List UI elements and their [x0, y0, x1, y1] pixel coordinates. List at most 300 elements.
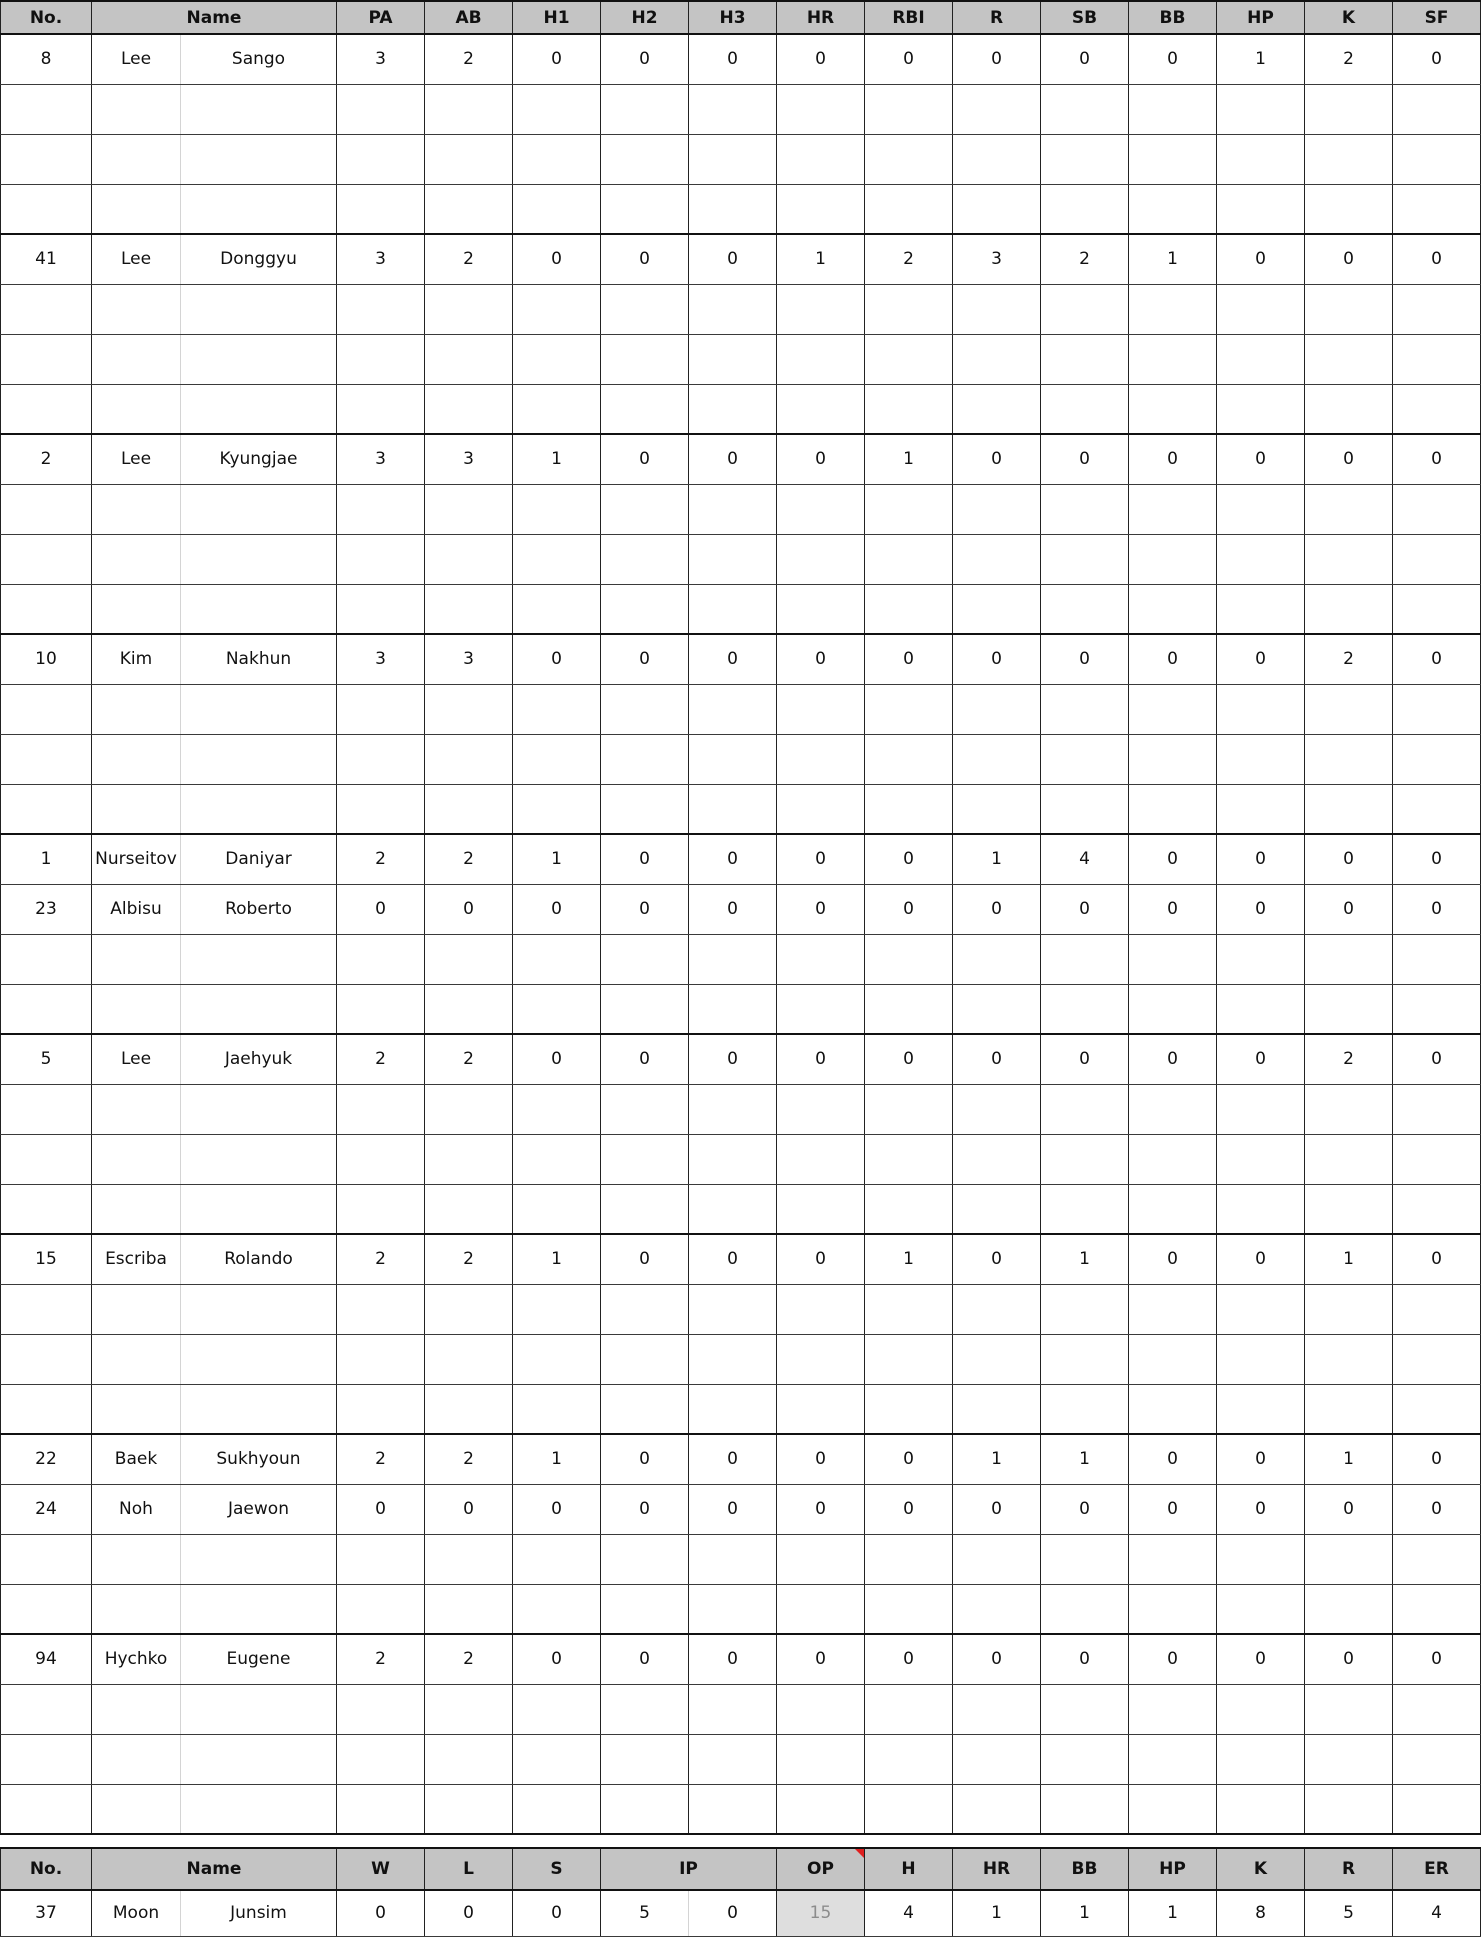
batting-cell-h3[interactable]: [689, 684, 777, 734]
batting-cell-hp[interactable]: 0: [1217, 234, 1305, 284]
batting-cell-ab[interactable]: 2: [425, 1234, 513, 1284]
batting-cell-no[interactable]: [1, 784, 92, 834]
batting-cell-k[interactable]: [1305, 1384, 1393, 1434]
batting-cell-h1[interactable]: [513, 1334, 601, 1384]
batting-cell-h1[interactable]: [513, 1784, 601, 1834]
batting-cell-r[interactable]: [953, 184, 1041, 234]
batting-cell-hr[interactable]: 0: [777, 34, 865, 84]
batting-cell-first-name[interactable]: [181, 784, 337, 834]
batting-cell-h1[interactable]: [513, 1684, 601, 1734]
batting-cell-k[interactable]: [1305, 784, 1393, 834]
batting-cell-hp[interactable]: 0: [1217, 1034, 1305, 1084]
batting-cell-h2[interactable]: [601, 1134, 689, 1184]
batting-cell-no[interactable]: [1, 134, 92, 184]
batting-cell-sb[interactable]: 2: [1041, 234, 1129, 284]
batting-cell-first-name[interactable]: Donggyu: [181, 234, 337, 284]
batting-cell-hp[interactable]: [1217, 1584, 1305, 1634]
batting-cell-sb[interactable]: 0: [1041, 1634, 1129, 1684]
batting-cell-hp[interactable]: [1217, 184, 1305, 234]
batting-cell-h2[interactable]: [601, 534, 689, 584]
batting-cell-ab[interactable]: 2: [425, 834, 513, 884]
batting-cell-bb[interactable]: [1129, 484, 1217, 534]
batting-cell-ab[interactable]: 2: [425, 1634, 513, 1684]
batting-cell-pa[interactable]: [337, 1784, 425, 1834]
batting-cell-no[interactable]: [1, 1334, 92, 1384]
batting-cell-hp[interactable]: 1: [1217, 34, 1305, 84]
batting-cell-r[interactable]: [953, 1734, 1041, 1784]
batting-cell-hr[interactable]: [777, 534, 865, 584]
batting-cell-sb[interactable]: [1041, 584, 1129, 634]
batting-cell-h3[interactable]: [689, 1134, 777, 1184]
batting-cell-no[interactable]: [1, 1734, 92, 1784]
batting-cell-first-name[interactable]: [181, 134, 337, 184]
batting-cell-sf[interactable]: [1393, 1284, 1481, 1334]
batting-cell-last-name[interactable]: Lee: [92, 1034, 181, 1084]
batting-cell-r[interactable]: [953, 784, 1041, 834]
batting-cell-pa[interactable]: [337, 384, 425, 434]
pitching-cell-bb[interactable]: 1: [1041, 1890, 1129, 1936]
batting-cell-no[interactable]: [1, 734, 92, 784]
batting-cell-rbi[interactable]: [865, 84, 953, 134]
batting-cell-last-name[interactable]: [92, 1334, 181, 1384]
batting-cell-no[interactable]: 1: [1, 834, 92, 884]
batting-cell-bb[interactable]: [1129, 84, 1217, 134]
batting-cell-rbi[interactable]: 0: [865, 1034, 953, 1084]
batting-cell-sb[interactable]: [1041, 334, 1129, 384]
batting-cell-bb[interactable]: [1129, 1734, 1217, 1784]
batting-cell-last-name[interactable]: [92, 784, 181, 834]
pitching-cell-k[interactable]: 8: [1217, 1890, 1305, 1936]
batting-cell-first-name[interactable]: [181, 1534, 337, 1584]
batting-cell-last-name[interactable]: Nurseitov: [92, 834, 181, 884]
batting-cell-hp[interactable]: 0: [1217, 1634, 1305, 1684]
batting-cell-h3[interactable]: [689, 1734, 777, 1784]
batting-cell-hp[interactable]: 0: [1217, 434, 1305, 484]
batting-cell-h2[interactable]: [601, 1084, 689, 1134]
batting-cell-h2[interactable]: [601, 734, 689, 784]
batting-cell-sf[interactable]: 0: [1393, 1234, 1481, 1284]
batting-cell-ab[interactable]: [425, 334, 513, 384]
batting-cell-bb[interactable]: 1: [1129, 234, 1217, 284]
batting-cell-h3[interactable]: 0: [689, 834, 777, 884]
batting-cell-ab[interactable]: [425, 1084, 513, 1134]
batting-cell-bb[interactable]: 0: [1129, 634, 1217, 684]
batting-cell-no[interactable]: 2: [1, 434, 92, 484]
batting-cell-h3[interactable]: [689, 784, 777, 834]
batting-cell-no[interactable]: [1, 1284, 92, 1334]
batting-cell-r[interactable]: 0: [953, 1234, 1041, 1284]
batting-cell-r[interactable]: [953, 734, 1041, 784]
batting-cell-bb[interactable]: 0: [1129, 1034, 1217, 1084]
batting-cell-h1[interactable]: 0: [513, 634, 601, 684]
pitching-cell-ip-outs[interactable]: 0: [689, 1890, 777, 1936]
batting-cell-last-name[interactable]: [92, 1084, 181, 1134]
batting-cell-h2[interactable]: [601, 1184, 689, 1234]
batting-cell-sb[interactable]: [1041, 1134, 1129, 1184]
batting-cell-hp[interactable]: 0: [1217, 884, 1305, 934]
batting-cell-rbi[interactable]: 0: [865, 1484, 953, 1534]
batting-cell-pa[interactable]: 2: [337, 1234, 425, 1284]
batting-cell-k[interactable]: [1305, 284, 1393, 334]
batting-cell-bb[interactable]: [1129, 1334, 1217, 1384]
batting-cell-h2[interactable]: [601, 1784, 689, 1834]
batting-cell-h3[interactable]: [689, 534, 777, 584]
batting-cell-sf[interactable]: [1393, 1334, 1481, 1384]
batting-cell-rbi[interactable]: 0: [865, 634, 953, 684]
batting-cell-last-name[interactable]: [92, 384, 181, 434]
batting-cell-ab[interactable]: [425, 134, 513, 184]
batting-cell-sf[interactable]: 0: [1393, 884, 1481, 934]
batting-cell-ab[interactable]: 2: [425, 34, 513, 84]
batting-cell-hp[interactable]: [1217, 1784, 1305, 1834]
batting-cell-hr[interactable]: [777, 484, 865, 534]
batting-cell-rbi[interactable]: [865, 484, 953, 534]
batting-cell-rbi[interactable]: [865, 1134, 953, 1184]
batting-cell-bb[interactable]: [1129, 384, 1217, 434]
batting-cell-sf[interactable]: [1393, 534, 1481, 584]
batting-cell-h2[interactable]: [601, 84, 689, 134]
batting-cell-sb[interactable]: [1041, 1384, 1129, 1434]
batting-cell-first-name[interactable]: Roberto: [181, 884, 337, 934]
batting-cell-hp[interactable]: [1217, 534, 1305, 584]
batting-cell-rbi[interactable]: 0: [865, 884, 953, 934]
batting-cell-sb[interactable]: [1041, 1334, 1129, 1384]
batting-cell-k[interactable]: [1305, 1784, 1393, 1834]
batting-cell-k[interactable]: [1305, 534, 1393, 584]
batting-cell-k[interactable]: [1305, 1684, 1393, 1734]
batting-cell-sb[interactable]: 0: [1041, 1484, 1129, 1534]
batting-cell-rbi[interactable]: [865, 1734, 953, 1784]
batting-cell-h3[interactable]: [689, 734, 777, 784]
batting-cell-last-name[interactable]: [92, 684, 181, 734]
batting-cell-pa[interactable]: 2: [337, 1434, 425, 1484]
batting-cell-r[interactable]: [953, 934, 1041, 984]
batting-cell-last-name[interactable]: [92, 534, 181, 584]
batting-cell-r[interactable]: 0: [953, 884, 1041, 934]
batting-cell-sf[interactable]: [1393, 1134, 1481, 1184]
batting-cell-sf[interactable]: [1393, 1784, 1481, 1834]
batting-cell-pa[interactable]: 3: [337, 234, 425, 284]
batting-cell-last-name[interactable]: [92, 284, 181, 334]
batting-cell-ab[interactable]: [425, 534, 513, 584]
batting-cell-rbi[interactable]: [865, 1384, 953, 1434]
batting-cell-first-name[interactable]: [181, 184, 337, 234]
batting-cell-h1[interactable]: [513, 784, 601, 834]
batting-cell-hr[interactable]: [777, 784, 865, 834]
batting-cell-hr[interactable]: [777, 84, 865, 134]
batting-cell-k[interactable]: [1305, 134, 1393, 184]
batting-cell-r[interactable]: [953, 84, 1041, 134]
batting-cell-r[interactable]: 3: [953, 234, 1041, 284]
batting-cell-pa[interactable]: [337, 1384, 425, 1434]
batting-cell-hr[interactable]: [777, 1584, 865, 1634]
batting-cell-hr[interactable]: [777, 734, 865, 784]
batting-cell-bb[interactable]: [1129, 1584, 1217, 1634]
batting-cell-r[interactable]: [953, 1384, 1041, 1434]
batting-cell-k[interactable]: [1305, 984, 1393, 1034]
batting-cell-rbi[interactable]: [865, 1534, 953, 1584]
batting-cell-no[interactable]: 15: [1, 1234, 92, 1284]
batting-cell-hr[interactable]: [777, 1284, 865, 1334]
batting-cell-pa[interactable]: [337, 1134, 425, 1184]
batting-cell-no[interactable]: 10: [1, 634, 92, 684]
batting-cell-last-name[interactable]: [92, 1684, 181, 1734]
batting-cell-bb[interactable]: [1129, 1534, 1217, 1584]
batting-cell-rbi[interactable]: [865, 534, 953, 584]
batting-cell-h1[interactable]: [513, 984, 601, 1034]
batting-cell-h1[interactable]: [513, 334, 601, 384]
batting-cell-bb[interactable]: [1129, 1084, 1217, 1134]
batting-cell-h2[interactable]: 0: [601, 234, 689, 284]
batting-cell-rbi[interactable]: [865, 1334, 953, 1384]
batting-cell-no[interactable]: 23: [1, 884, 92, 934]
batting-cell-no[interactable]: [1, 1084, 92, 1134]
batting-cell-rbi[interactable]: [865, 984, 953, 1034]
batting-cell-ab[interactable]: 2: [425, 234, 513, 284]
batting-cell-h2[interactable]: 0: [601, 884, 689, 934]
batting-cell-r[interactable]: [953, 534, 1041, 584]
batting-cell-ab[interactable]: [425, 1334, 513, 1384]
batting-cell-bb[interactable]: [1129, 534, 1217, 584]
batting-cell-bb[interactable]: [1129, 1784, 1217, 1834]
batting-cell-h3[interactable]: [689, 134, 777, 184]
batting-cell-no[interactable]: [1, 984, 92, 1034]
batting-cell-bb[interactable]: [1129, 1134, 1217, 1184]
batting-cell-no[interactable]: 22: [1, 1434, 92, 1484]
batting-cell-bb[interactable]: [1129, 1284, 1217, 1334]
batting-cell-h3[interactable]: 0: [689, 1484, 777, 1534]
batting-cell-bb[interactable]: 0: [1129, 1434, 1217, 1484]
batting-cell-rbi[interactable]: [865, 284, 953, 334]
batting-cell-h1[interactable]: [513, 534, 601, 584]
batting-cell-hp[interactable]: [1217, 1684, 1305, 1734]
batting-cell-r[interactable]: [953, 1334, 1041, 1384]
batting-cell-k[interactable]: [1305, 584, 1393, 634]
batting-cell-sb[interactable]: 1: [1041, 1434, 1129, 1484]
batting-cell-sb[interactable]: 4: [1041, 834, 1129, 884]
batting-cell-ab[interactable]: [425, 1134, 513, 1184]
batting-cell-h2[interactable]: [601, 1284, 689, 1334]
batting-cell-h2[interactable]: [601, 1684, 689, 1734]
batting-cell-pa[interactable]: 3: [337, 634, 425, 684]
batting-cell-hp[interactable]: [1217, 384, 1305, 434]
batting-cell-last-name[interactable]: Escriba: [92, 1234, 181, 1284]
batting-cell-first-name[interactable]: [181, 934, 337, 984]
batting-cell-first-name[interactable]: [181, 1334, 337, 1384]
batting-cell-sf[interactable]: [1393, 484, 1481, 534]
batting-cell-h3[interactable]: [689, 1534, 777, 1584]
batting-cell-hr[interactable]: [777, 684, 865, 734]
batting-cell-sf[interactable]: [1393, 984, 1481, 1034]
batting-cell-k[interactable]: [1305, 484, 1393, 534]
batting-cell-last-name[interactable]: Hychko: [92, 1634, 181, 1684]
batting-cell-h3[interactable]: [689, 1084, 777, 1134]
batting-cell-h2[interactable]: [601, 184, 689, 234]
batting-cell-k[interactable]: [1305, 1734, 1393, 1784]
batting-cell-h3[interactable]: 0: [689, 1634, 777, 1684]
batting-cell-first-name[interactable]: [181, 334, 337, 384]
batting-cell-last-name[interactable]: [92, 1534, 181, 1584]
batting-cell-no[interactable]: [1, 384, 92, 434]
batting-cell-pa[interactable]: 2: [337, 1034, 425, 1084]
batting-cell-h3[interactable]: [689, 934, 777, 984]
batting-cell-pa[interactable]: [337, 484, 425, 534]
batting-cell-h3[interactable]: [689, 184, 777, 234]
batting-cell-pa[interactable]: [337, 1734, 425, 1784]
batting-cell-rbi[interactable]: [865, 934, 953, 984]
batting-cell-sf[interactable]: 0: [1393, 34, 1481, 84]
batting-cell-no[interactable]: [1, 84, 92, 134]
batting-cell-h2[interactable]: [601, 684, 689, 734]
batting-cell-ab[interactable]: 0: [425, 1484, 513, 1534]
batting-cell-h3[interactable]: [689, 334, 777, 384]
batting-cell-last-name[interactable]: [92, 1384, 181, 1434]
batting-cell-k[interactable]: [1305, 1084, 1393, 1134]
batting-cell-r[interactable]: [953, 1784, 1041, 1834]
batting-cell-first-name[interactable]: [181, 1134, 337, 1184]
batting-cell-last-name[interactable]: [92, 734, 181, 784]
batting-cell-sf[interactable]: [1393, 134, 1481, 184]
batting-cell-sb[interactable]: [1041, 984, 1129, 1034]
batting-cell-k[interactable]: 0: [1305, 884, 1393, 934]
batting-cell-hp[interactable]: [1217, 684, 1305, 734]
batting-cell-hp[interactable]: [1217, 934, 1305, 984]
batting-cell-sf[interactable]: [1393, 784, 1481, 834]
batting-cell-r[interactable]: 0: [953, 1634, 1041, 1684]
batting-cell-hp[interactable]: [1217, 334, 1305, 384]
batting-cell-sf[interactable]: [1393, 1734, 1481, 1784]
batting-cell-pa[interactable]: 2: [337, 834, 425, 884]
pitching-cell-no[interactable]: 37: [1, 1890, 92, 1936]
batting-cell-no[interactable]: 24: [1, 1484, 92, 1534]
batting-cell-ab[interactable]: [425, 1534, 513, 1584]
batting-cell-sb[interactable]: [1041, 1534, 1129, 1584]
batting-cell-hp[interactable]: 0: [1217, 1434, 1305, 1484]
batting-cell-sf[interactable]: [1393, 584, 1481, 634]
batting-cell-sf[interactable]: 0: [1393, 1034, 1481, 1084]
batting-cell-rbi[interactable]: 0: [865, 34, 953, 84]
batting-cell-hr[interactable]: [777, 1684, 865, 1734]
batting-cell-hr[interactable]: 0: [777, 634, 865, 684]
batting-cell-h1[interactable]: [513, 1534, 601, 1584]
batting-cell-no[interactable]: [1, 1184, 92, 1234]
batting-cell-rbi[interactable]: [865, 734, 953, 784]
batting-cell-no[interactable]: [1, 334, 92, 384]
batting-cell-sf[interactable]: 0: [1393, 634, 1481, 684]
batting-cell-no[interactable]: 41: [1, 234, 92, 284]
batting-cell-ab[interactable]: 0: [425, 884, 513, 934]
batting-cell-hp[interactable]: [1217, 1284, 1305, 1334]
batting-cell-last-name[interactable]: [92, 584, 181, 634]
batting-cell-bb[interactable]: [1129, 284, 1217, 334]
batting-cell-hp[interactable]: [1217, 484, 1305, 534]
batting-cell-sf[interactable]: 0: [1393, 1634, 1481, 1684]
batting-cell-ab[interactable]: [425, 1384, 513, 1434]
batting-cell-first-name[interactable]: [181, 984, 337, 1034]
batting-cell-h1[interactable]: [513, 384, 601, 434]
batting-cell-k[interactable]: [1305, 934, 1393, 984]
batting-cell-first-name[interactable]: Eugene: [181, 1634, 337, 1684]
batting-cell-hp[interactable]: 0: [1217, 1484, 1305, 1534]
batting-cell-hr[interactable]: 1: [777, 234, 865, 284]
batting-cell-rbi[interactable]: [865, 784, 953, 834]
batting-cell-h3[interactable]: 0: [689, 884, 777, 934]
batting-cell-pa[interactable]: 0: [337, 1484, 425, 1534]
batting-cell-hr[interactable]: [777, 984, 865, 1034]
batting-cell-k[interactable]: 0: [1305, 434, 1393, 484]
batting-cell-rbi[interactable]: 0: [865, 1434, 953, 1484]
batting-cell-rbi[interactable]: 1: [865, 1234, 953, 1284]
batting-cell-hp[interactable]: [1217, 984, 1305, 1034]
batting-cell-pa[interactable]: [337, 684, 425, 734]
batting-cell-k[interactable]: 2: [1305, 634, 1393, 684]
batting-cell-ab[interactable]: [425, 1684, 513, 1734]
batting-cell-first-name[interactable]: [181, 534, 337, 584]
batting-cell-no[interactable]: [1, 1584, 92, 1634]
batting-cell-h2[interactable]: 0: [601, 834, 689, 884]
batting-cell-ab[interactable]: [425, 984, 513, 1034]
batting-cell-last-name[interactable]: [92, 934, 181, 984]
batting-cell-pa[interactable]: [337, 1184, 425, 1234]
batting-cell-hr[interactable]: [777, 1084, 865, 1134]
batting-cell-ab[interactable]: 3: [425, 434, 513, 484]
batting-cell-bb[interactable]: [1129, 334, 1217, 384]
batting-cell-k[interactable]: 2: [1305, 34, 1393, 84]
batting-cell-first-name[interactable]: [181, 1734, 337, 1784]
batting-cell-hp[interactable]: [1217, 1384, 1305, 1434]
batting-cell-first-name[interactable]: [181, 384, 337, 434]
batting-cell-hr[interactable]: [777, 1784, 865, 1834]
batting-cell-k[interactable]: [1305, 334, 1393, 384]
batting-cell-rbi[interactable]: [865, 334, 953, 384]
batting-cell-hr[interactable]: [777, 934, 865, 984]
batting-cell-sb[interactable]: 0: [1041, 34, 1129, 84]
batting-cell-r[interactable]: [953, 1134, 1041, 1184]
batting-cell-r[interactable]: [953, 1584, 1041, 1634]
batting-cell-k[interactable]: [1305, 1584, 1393, 1634]
batting-cell-no[interactable]: [1, 1784, 92, 1834]
batting-cell-rbi[interactable]: [865, 684, 953, 734]
batting-cell-hp[interactable]: [1217, 1134, 1305, 1184]
batting-cell-h3[interactable]: [689, 384, 777, 434]
batting-cell-h1[interactable]: 1: [513, 1434, 601, 1484]
batting-cell-r[interactable]: [953, 684, 1041, 734]
pitching-cell-er[interactable]: 4: [1393, 1890, 1481, 1936]
batting-cell-h1[interactable]: [513, 684, 601, 734]
batting-cell-h3[interactable]: 0: [689, 634, 777, 684]
batting-cell-bb[interactable]: [1129, 984, 1217, 1034]
batting-cell-bb[interactable]: [1129, 184, 1217, 234]
batting-cell-h1[interactable]: 0: [513, 1634, 601, 1684]
batting-cell-last-name[interactable]: Lee: [92, 434, 181, 484]
batting-cell-sb[interactable]: [1041, 1284, 1129, 1334]
batting-cell-bb[interactable]: [1129, 134, 1217, 184]
batting-cell-first-name[interactable]: [181, 584, 337, 634]
batting-cell-no[interactable]: 5: [1, 1034, 92, 1084]
batting-cell-sb[interactable]: [1041, 1184, 1129, 1234]
batting-cell-hr[interactable]: [777, 284, 865, 334]
batting-cell-sf[interactable]: 0: [1393, 234, 1481, 284]
batting-cell-sf[interactable]: [1393, 184, 1481, 234]
batting-cell-sb[interactable]: [1041, 484, 1129, 534]
batting-cell-h1[interactable]: [513, 1134, 601, 1184]
batting-cell-first-name[interactable]: Rolando: [181, 1234, 337, 1284]
batting-cell-h2[interactable]: [601, 334, 689, 384]
batting-cell-hr[interactable]: [777, 184, 865, 234]
pitching-cell-ip-innings[interactable]: 5: [601, 1890, 689, 1936]
batting-cell-last-name[interactable]: [92, 134, 181, 184]
batting-cell-sf[interactable]: 0: [1393, 834, 1481, 884]
